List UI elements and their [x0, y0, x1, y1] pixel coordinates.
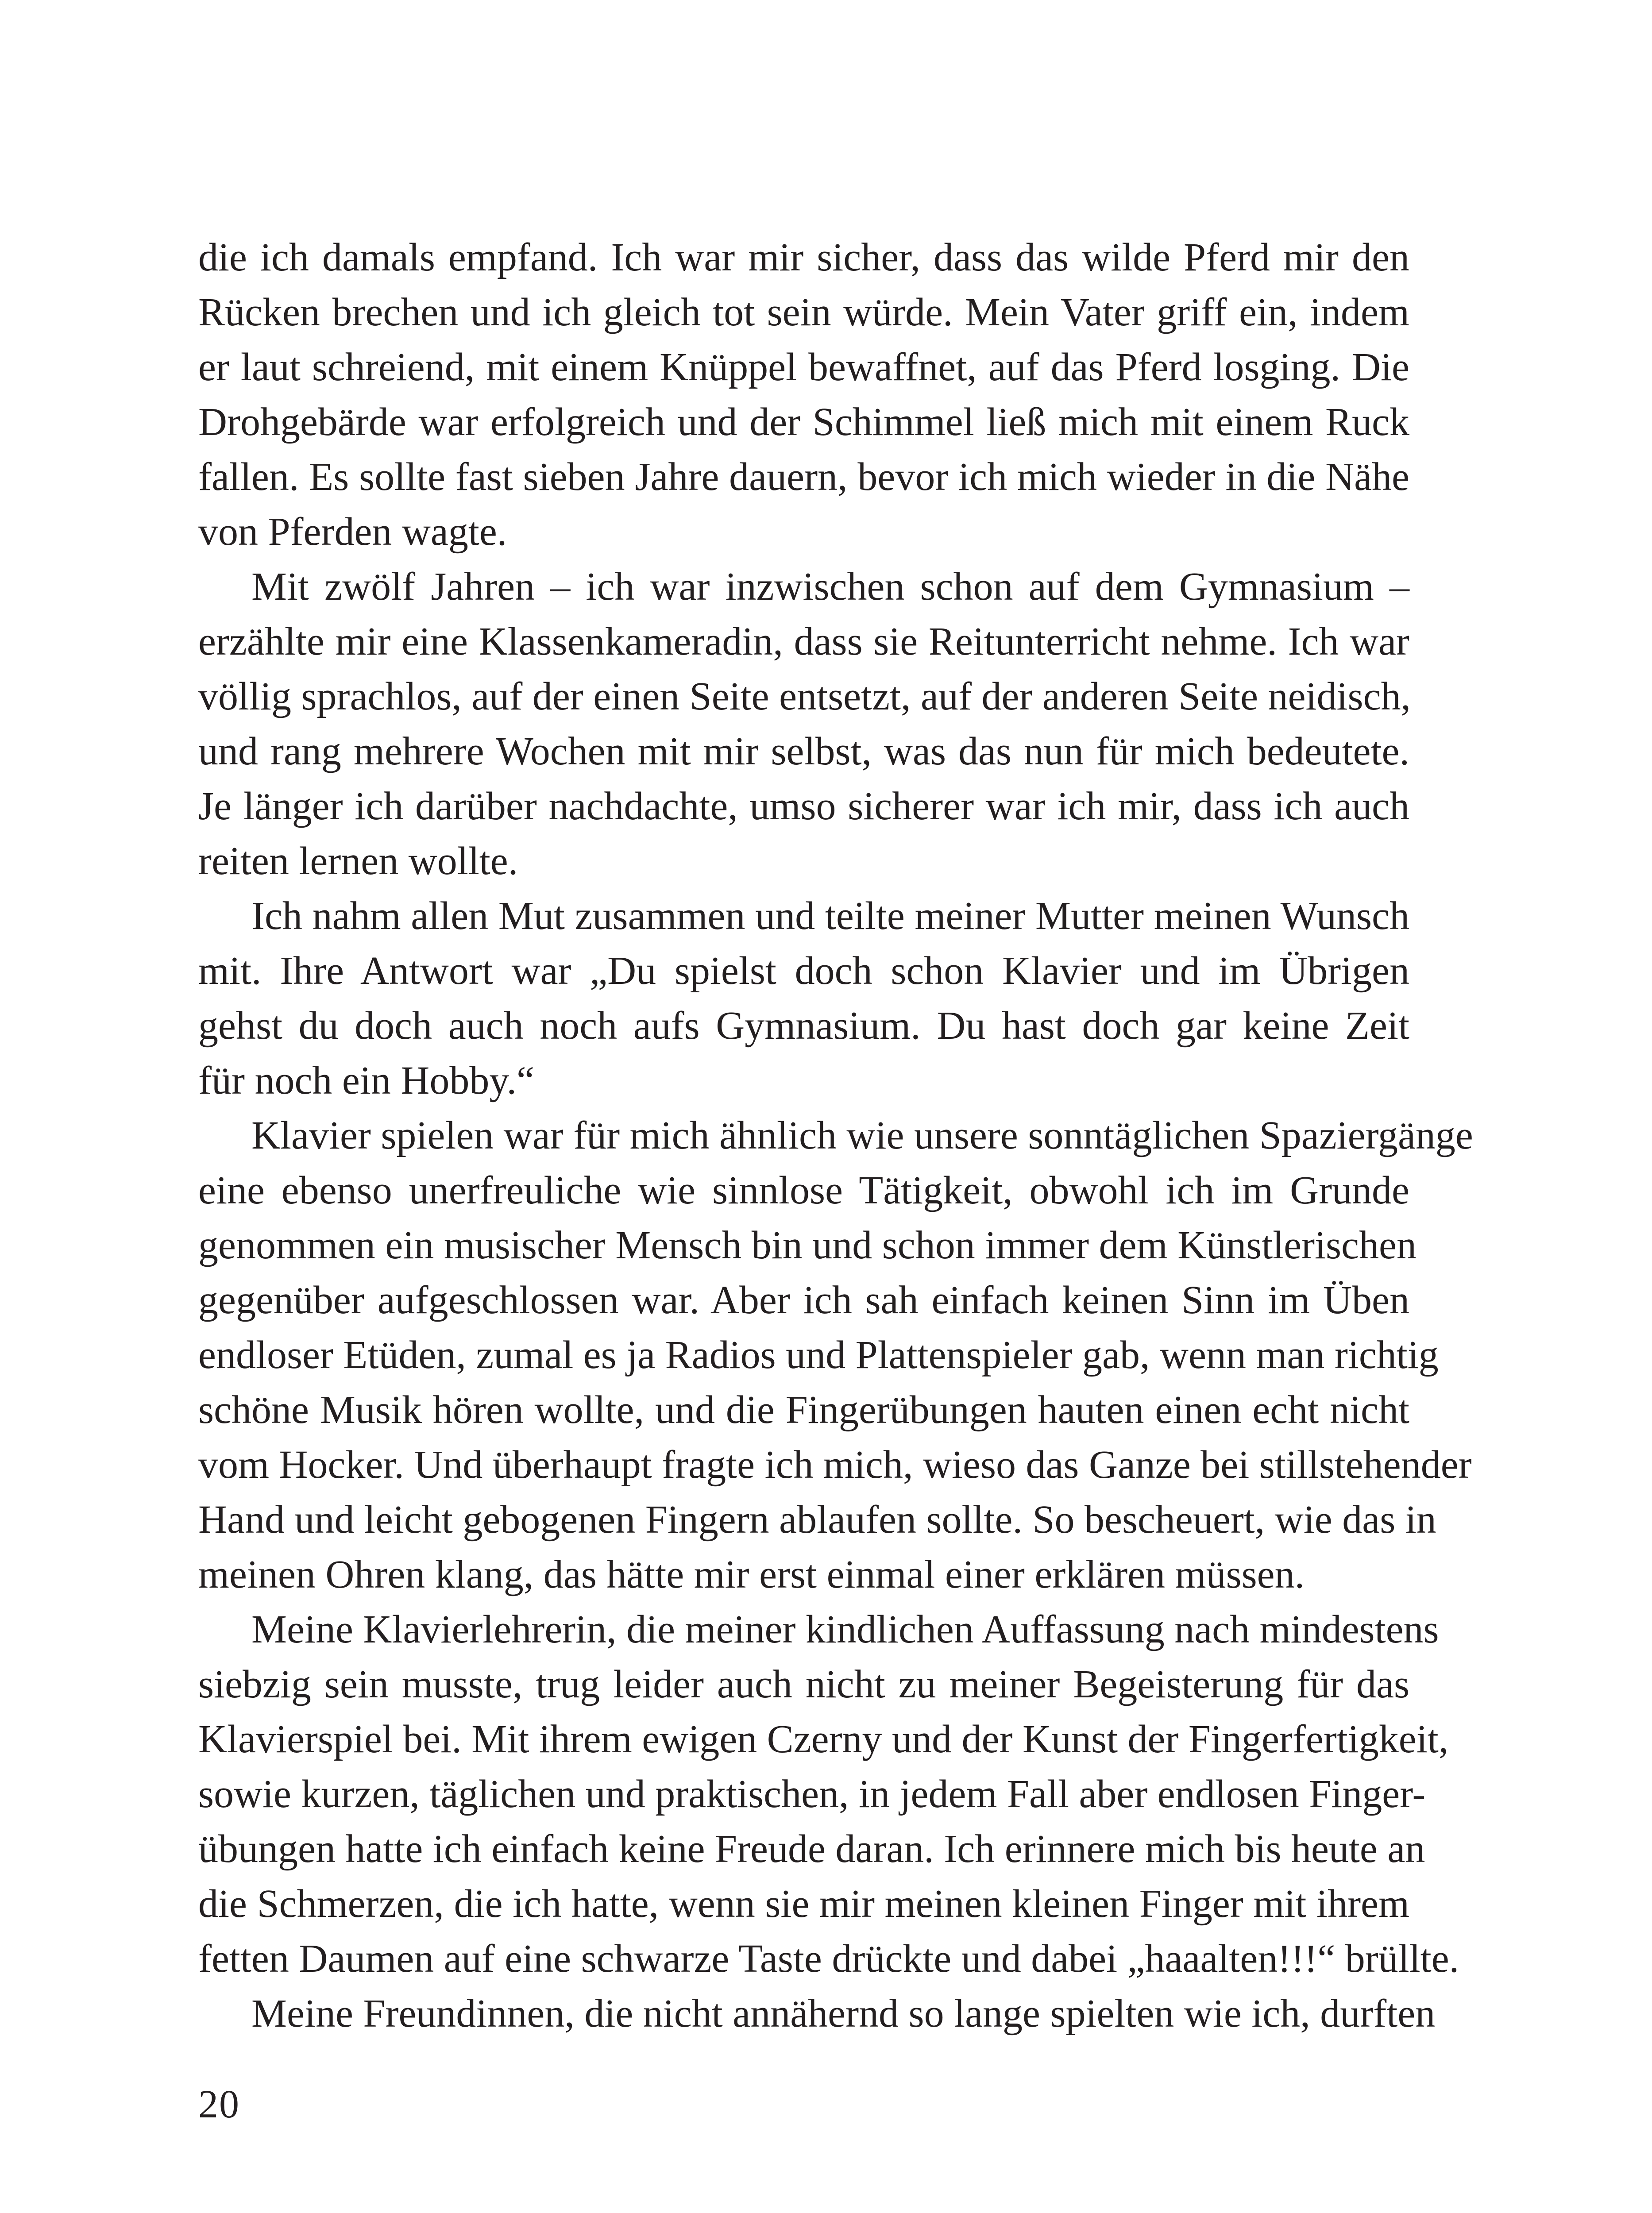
text-line: Je länger ich darüber nachdachte, umso sicherer war ich mir, dass ich auch — [198, 784, 1409, 828]
text-line: Klavier spielen war für mich ähnlich wie unsere sonntäglichen Spaziergänge — [251, 1114, 1473, 1157]
text-line: Rücken brechen und ich gleich tot sein würde. Mein Vater griff ein, indem — [198, 290, 1409, 334]
text-line: Meine Klavierlehrerin, die meiner kindlichen Auffassung nach mindestens — [251, 1608, 1439, 1651]
text-line: fetten Daumen auf eine schwarze Taste drückte und dabei „haaalten!!!“ brüllte. — [198, 1937, 1459, 1981]
text-line: die ich damals empfand. Ich war mir sicher, dass das wilde Pferd mir den — [198, 235, 1409, 279]
text-line: endloser Etüden, zumal es ja Radios und Plattenspieler gab, wenn man richtig — [198, 1333, 1439, 1377]
text-line: eine ebenso unerfreuliche wie sinnlose Tätigkeit, obwohl ich im Grunde — [198, 1168, 1409, 1212]
text-line: von Pferden wagte. — [198, 510, 507, 554]
text-line: Klavierspiel bei. Mit ihrem ewigen Czerny und der Kunst der Fingerfertigkeit, — [198, 1717, 1449, 1761]
text-line: und rang mehrere Wochen mit mir selbst, was das nun für mich bedeutete. — [198, 729, 1409, 773]
text-line: meinen Ohren klang, das hätte mir erst einmal einer erklären müssen. — [198, 1553, 1305, 1596]
text-line: er laut schreiend, mit einem Knüppel bewaffnet, auf das Pferd losging. Die — [198, 345, 1409, 389]
text-line: mit. Ihre Antwort war „Du spielst doch schon Klavier und im Übrigen — [198, 949, 1409, 993]
text-line: siebzig sein musste, trug leider auch nicht zu meiner Begeisterung für das — [198, 1662, 1409, 1706]
text-line: für noch ein Hobby.“ — [198, 1059, 534, 1103]
text-line: vom Hocker. Und überhaupt fragte ich mich, wieso das Ganze bei stillstehender — [198, 1443, 1472, 1487]
paragraph — [198, 559, 1409, 889]
text-line: völlig sprachlos, auf der einen Seite entsetzt, auf der anderen Seite neidisch, — [198, 675, 1411, 718]
text-line: gehst du doch auch noch aufs Gymnasium. Du hast doch gar keine Zeit — [198, 1004, 1409, 1048]
paragraph — [198, 1602, 1459, 1986]
text-line: sowie kurzen, täglichen und praktischen, in jedem Fall aber endlosen Finger- — [198, 1772, 1426, 1816]
text-line: Ich nahm allen Mut zusammen und teilte meiner Mutter meinen Wunsch — [251, 894, 1409, 938]
paragraph — [198, 1108, 1473, 1602]
text-line: genommen ein musischer Mensch bin und schon immer dem Künstlerischen — [198, 1223, 1417, 1267]
text-line: schöne Musik hören wollte, und die Fingerübungen hauten einen echt nicht — [198, 1388, 1409, 1432]
paragraph — [198, 1986, 1436, 2041]
text-line: reiten lernen wollte. — [198, 839, 518, 883]
text-line: Hand und leicht gebogenen Fingern ablaufen sollte. So bescheuert, wie das in — [198, 1498, 1436, 1542]
text-line: gegenüber aufgeschlossen war. Aber ich sah einfach keinen Sinn im Üben — [198, 1278, 1409, 1322]
text-line: Meine Freundinnen, die nicht annähernd so lange spielten wie ich, durften — [251, 1992, 1436, 2036]
page-number: 20 — [198, 2082, 240, 2126]
text-line: übungen hatte ich einfach keine Freude daran. Ich erinnere mich bis heute an — [198, 1827, 1425, 1871]
text-line: die Schmerzen, die ich hatte, wenn sie mir meinen kleinen Finger mit ihrem — [198, 1882, 1409, 1926]
text-line: erzählte mir eine Klassenkameradin, dass sie Reitunterricht nehme. Ich war — [198, 620, 1409, 663]
text-line: fallen. Es sollte fast sieben Jahre dauern, bevor ich mich wieder in die Nähe — [198, 455, 1409, 499]
text-line: Mit zwölf Jahren – ich war inzwischen schon auf dem Gymnasium – — [251, 565, 1409, 609]
paragraph — [198, 889, 1409, 1108]
paragraph — [198, 230, 1409, 559]
body-text — [198, 230, 1473, 2041]
text-line: Drohgebärde war erfolgreich und der Schimmel ließ mich mit einem Ruck — [198, 400, 1409, 444]
